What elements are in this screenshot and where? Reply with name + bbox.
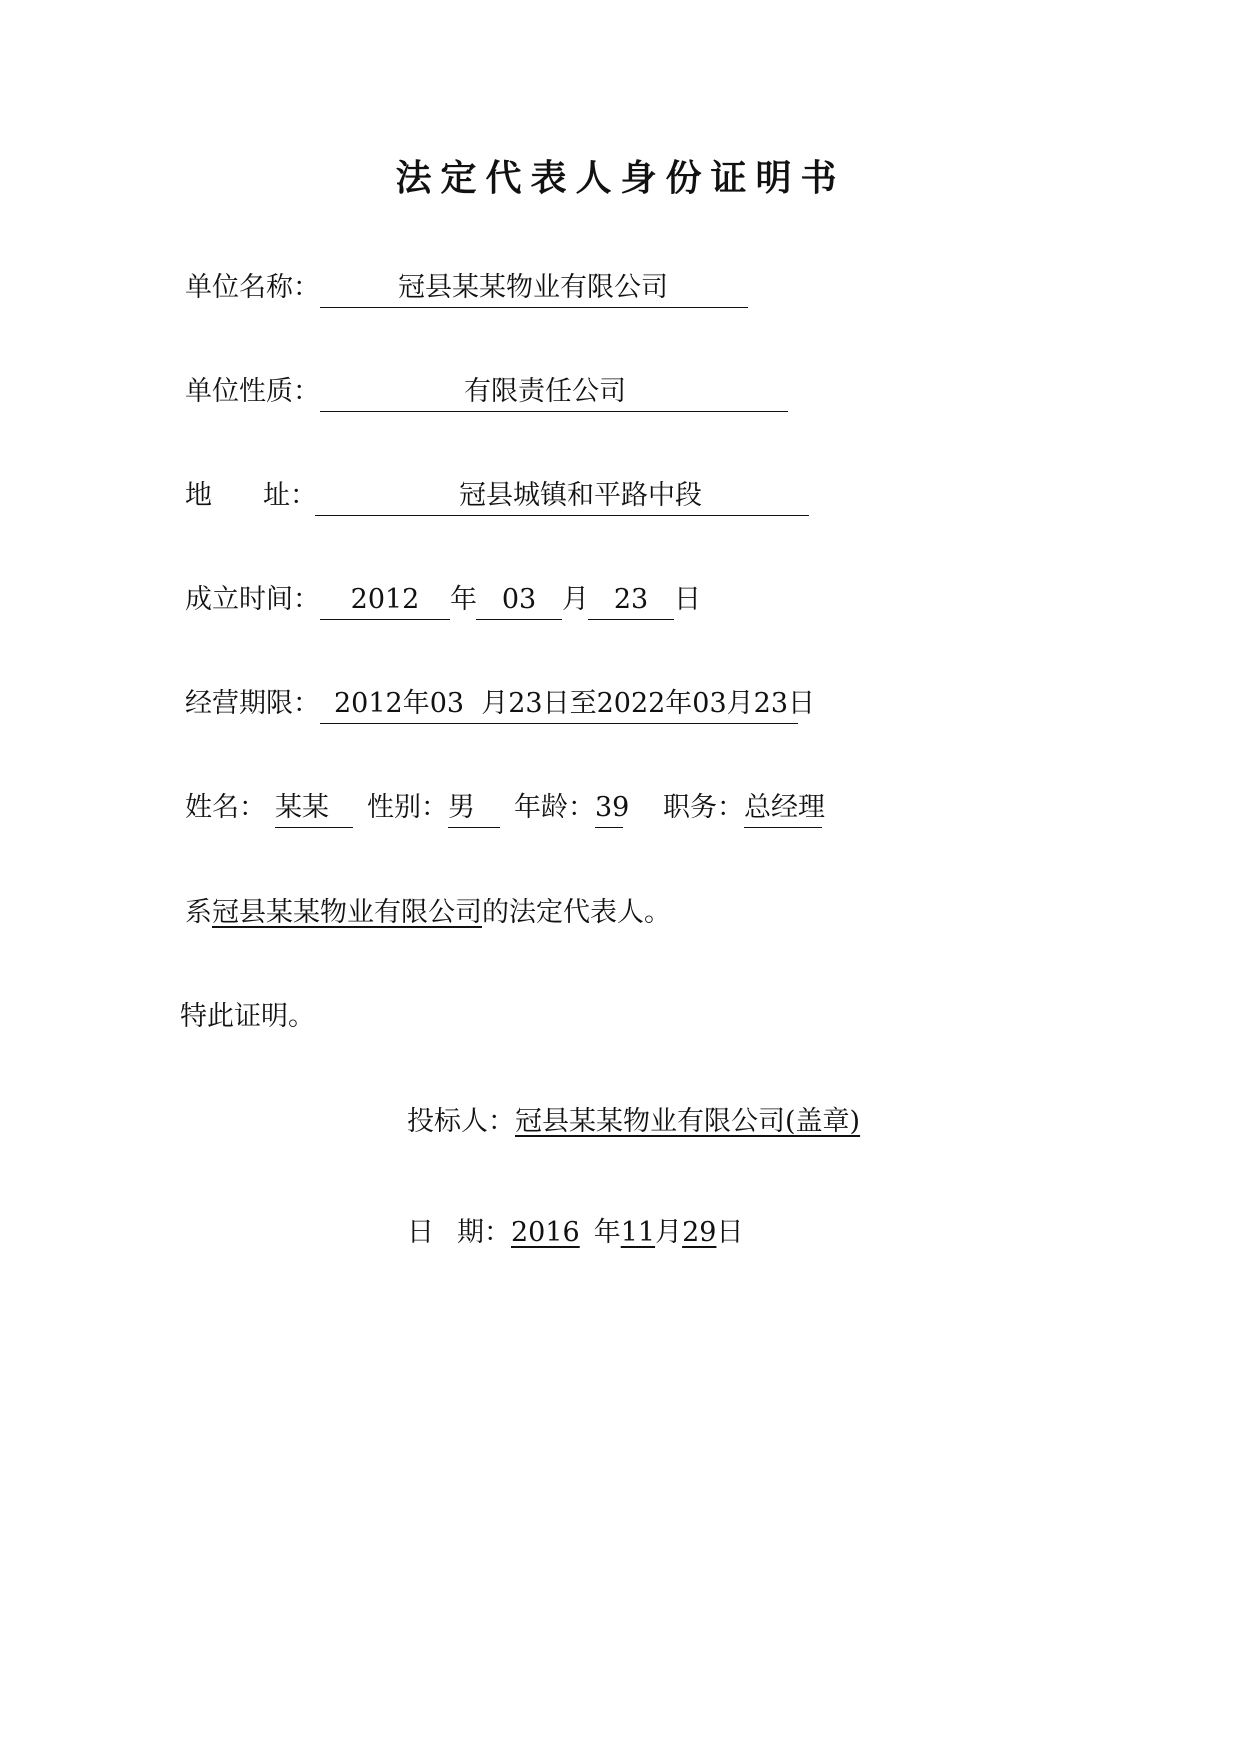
company-name-label: 单位名称：: [185, 272, 320, 303]
sign-date-row: [407, 1213, 743, 1253]
address-row: [185, 476, 809, 516]
bidder-row: [407, 1102, 860, 1142]
bidder-value: 冠县某某物业有限公司(盖章): [515, 1106, 861, 1137]
date-day: 29: [682, 1217, 717, 1248]
founded-label: 成立时间：: [185, 584, 320, 615]
business-term-value: 2012年03 月23日至2022年03月23日: [320, 686, 798, 724]
address-value: 冠县城镇和平路中段: [315, 478, 809, 516]
statement-row: [185, 893, 671, 933]
certify-text: [180, 997, 315, 1037]
age-label: 年龄：: [514, 792, 595, 823]
founded-month-unit: 月: [562, 584, 589, 615]
statement-company: 冠县某某物业有限公司: [212, 897, 482, 928]
certify-statement: 特此证明。: [180, 1001, 315, 1032]
statement-prefix: 系: [185, 897, 212, 928]
founded-month: 03: [476, 582, 562, 620]
founded-day: 23: [588, 582, 674, 620]
person-info-row: [185, 788, 825, 828]
position-value: 总经理: [744, 790, 822, 828]
founded-year: 2012: [320, 582, 450, 620]
founded-day-unit: 日: [674, 584, 701, 615]
company-name-value: 冠县某某物业有限公司: [320, 270, 748, 308]
company-type-value: 有限责任公司: [320, 374, 788, 412]
address-label-char1: 地: [185, 480, 212, 511]
date-month-unit: 月: [655, 1217, 683, 1248]
business-term-label: 经营期限：: [185, 688, 320, 719]
date-year: 2016: [511, 1217, 580, 1248]
date-month: 11: [620, 1217, 656, 1248]
date-year-unit: 年: [593, 1217, 621, 1248]
document-title: 法定代表人身份证明书: [395, 158, 846, 199]
business-term-row: [185, 684, 816, 724]
date-label-char2: 期：: [457, 1217, 511, 1248]
name-value: 某某: [275, 790, 353, 828]
founded-date-row: [185, 580, 700, 620]
date-day-unit: 日: [716, 1217, 744, 1248]
company-type-row: [185, 372, 788, 412]
name-label: 姓名：: [185, 792, 266, 823]
founded-year-unit: 年: [450, 584, 477, 615]
position-label: 职务：: [663, 792, 744, 823]
gender-label: 性别：: [367, 792, 448, 823]
date-label-char1: 日: [407, 1217, 434, 1248]
bidder-label: 投标人：: [407, 1106, 515, 1137]
company-name-row: [185, 268, 748, 308]
company-type-label: 单位性质：: [185, 376, 320, 407]
address-label-char2: 址：: [263, 480, 317, 511]
age-value: 39: [595, 790, 623, 828]
gender-value: 男: [448, 790, 500, 828]
statement-suffix: 的法定代表人。: [482, 897, 671, 928]
